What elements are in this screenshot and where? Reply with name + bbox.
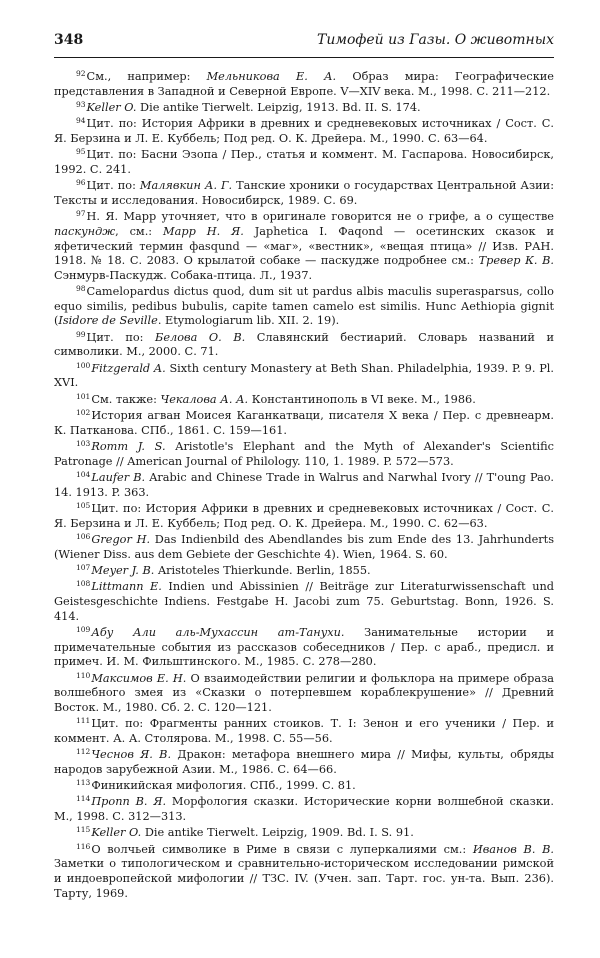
footnote-text: Сэнмурв-Паскудж. Собака-птица. Л., 1937. xyxy=(54,268,313,282)
footnote-number: 104 xyxy=(76,470,91,479)
footnote-text: О взаимодействии религии и фольклора на примере образа волшебного змея из «Сказки о потерпевшем кораблекрушение» // Древний Восток. М., 1980. Сб. 2. С. 120—121. xyxy=(54,671,555,714)
footnote-number: 94 xyxy=(76,116,86,126)
footnote-number: 98 xyxy=(76,284,86,294)
footnote-number: 93 xyxy=(76,99,86,109)
footnote-number: 109 xyxy=(76,624,91,634)
footnote-number: 112 xyxy=(76,747,91,757)
footnote-text: Цит. по: xyxy=(86,330,156,344)
footnote-100 xyxy=(54,362,554,391)
footnote-94 xyxy=(54,117,554,146)
footnote-text: Цит. по: История Африки в древних и средневековых источниках / Сост. С. Я. Берзина и Л. Е. Куббель; Под ред. О. К. Дрейера. М., 1990. С. 62—63. xyxy=(54,501,554,530)
footnote-author: Meyer J. B. xyxy=(91,563,155,577)
footnote-107 xyxy=(54,564,554,579)
footnote-text: , см.: xyxy=(115,224,164,238)
footnote-102 xyxy=(54,409,554,438)
footnote-114 xyxy=(54,795,554,824)
page-header xyxy=(54,32,554,54)
footnote-author: Romm J. S. xyxy=(91,440,166,454)
footnote-112 xyxy=(54,748,554,777)
footnote-95 xyxy=(54,148,554,177)
footnote-author: Laufer B. xyxy=(91,471,146,484)
footnote-text: Die antike Tierwelt. Leipzig, 1909. Bd. I. S. 91. xyxy=(141,826,414,840)
footnote-text: Die antike Tierwelt. Leipzig, 1913. Bd. II. S. 174. xyxy=(136,100,421,114)
footnote-103 xyxy=(54,440,554,469)
footnote-number: 113 xyxy=(76,778,91,788)
footnote-text: Цит. по: Фрагменты ранних стоиков. Т. I: Зенон и его ученики / Пер. и коммент. А. А. Столярова. М., 1998. С. 55—56. xyxy=(54,717,554,745)
footnote-text: Aristotle's Elephant and the Myth of Alexander's Scientific Patronage // American Journal of Philology. 110, 1. 1989. P. 572—573. xyxy=(54,440,554,468)
footnote-number: 115 xyxy=(76,825,91,835)
footnote-author: Пропп В. Я. xyxy=(91,795,167,809)
footnote-text: Славянский бестиарий. Словарь названий и символики. М., 2000. С. 71. xyxy=(54,330,555,359)
footnote-text: Финикийская мифология. СПб., 1999. С. 81. xyxy=(91,779,356,793)
footnote-text: Морфология сказки. Исторические корни волшебной сказки. М., 1998. С. 312—313. xyxy=(54,795,554,824)
footnote-text: Indien und Abissinien // Beiträge zur Literaturwissenschaft und Geistesgeschichte Indiens. Festgabe H. Jacobi zum 75. Geburtstag. Bonn, 1926. S. 414. xyxy=(54,580,554,623)
footnote-110 xyxy=(54,672,554,716)
footnote-text: Константинополь в VI веке. М., 1986. xyxy=(248,392,476,406)
footnote-text: См. также: xyxy=(91,392,161,406)
running-title: Тимофей из Газы. О животных xyxy=(317,32,554,48)
footnote-text: См., например: xyxy=(86,70,207,83)
footnote-author: Малявкин А. Г. xyxy=(139,179,233,193)
footnote-92 xyxy=(54,70,554,99)
book-page xyxy=(54,32,554,903)
footnote-number: 99 xyxy=(76,329,86,339)
footnote-author: Абу Али аль-Мухассин ат-Танухи. xyxy=(91,625,345,639)
footnote-author: Чекалова А. А. xyxy=(160,392,249,406)
footnote-98 xyxy=(54,285,554,329)
footnote-97 xyxy=(54,210,554,283)
footnote-99 xyxy=(54,331,554,360)
footnote-93 xyxy=(54,101,554,116)
footnote-text: Japhetica I. Фaqond — осетинских сказок и яфетический термин фasqund — «маг», «вестник», «вещая птица» // Изв. РАН. 1918. № 18. С. 2083. О крылатой собаке — паскудже подробнее см.: xyxy=(54,224,554,268)
footnote-number: 111 xyxy=(76,716,91,726)
footnote-number: 116 xyxy=(76,841,91,851)
footnote-number: 106 xyxy=(76,531,91,541)
footnote-number: 97 xyxy=(76,209,86,219)
footnote-number: 101 xyxy=(76,391,91,401)
footnote-text: О волчьей символике в Риме в связи с луперкалиями см.: xyxy=(91,842,473,856)
footnote-author: Тревер К. В. xyxy=(478,254,554,268)
footnote-author: Isidore de Seville xyxy=(58,314,158,328)
footnote-author: Чеснов Я. В. xyxy=(91,748,172,762)
footnote-number: 105 xyxy=(76,500,91,510)
footnote-text: . Etymologiarum lib. XII. 2. 19). xyxy=(157,314,340,328)
footnote-text: Das Indienbild des Abendlandes bis zum Ende des 13. Jahrhunderts (Wiener Diss. aus dem Gebiete der Geschichte 4). Wien, 1964. S. 60. xyxy=(54,532,555,561)
footnotes xyxy=(54,70,554,901)
footnote-number: 103 xyxy=(76,439,91,449)
footnote-105 xyxy=(54,502,554,531)
footnote-author: Максимов Е. Н. xyxy=(91,671,187,685)
footnote-text: Образ мира: Географические представления в Западной и Северной Европе. V—XIV века. М., 1998. С. 211—212. xyxy=(54,70,554,98)
footnote-author: Keller O. xyxy=(86,100,137,114)
footnote-text: Sixth century Monastery at Beth Shan. Philadelphia, 1939. P. 9. Pl. XVI. xyxy=(54,361,554,390)
footnote-113 xyxy=(54,779,554,794)
footnote-author: Иванов В. В. xyxy=(472,842,554,856)
footnote-text: Camelopardus dictus quod, dum sit ut pardus albis maculis superasparsus, collo equo similis, pedibus bubulis, capite tamen camelo est similis. Hunc Aethiopia gignit ( xyxy=(54,285,554,328)
footnote-text: Цит. по: Басни Эзопа / Пер., статья и коммент. М. Гаспарова. Новосибирск, 1992. С. 241. xyxy=(54,148,554,176)
footnote-text: Дракон: метафора внешнего мира // Мифы, культы, обряды народов зарубежной Азии. М., 1986. С. 64—66. xyxy=(54,748,554,776)
footnote-author: Littmann E. xyxy=(91,580,162,594)
footnote-text: Цит. по: xyxy=(86,179,140,193)
footnote-number: 100 xyxy=(76,360,91,370)
footnote-number: 102 xyxy=(76,408,91,418)
footnote-number: 92 xyxy=(76,69,86,78)
footnote-106 xyxy=(54,533,554,562)
footnote-104 xyxy=(54,471,554,500)
footnote-111 xyxy=(54,717,554,746)
footnote-author: Keller O. xyxy=(91,826,142,840)
footnote-108 xyxy=(54,580,554,624)
page-number: 348 xyxy=(54,32,84,48)
footnote-text: Arabic and Chinese Trade in Walrus and Narwhal Ivory // T'oung Pao. 14. 1913. P. 363. xyxy=(54,471,555,499)
footnote-number: 107 xyxy=(76,562,91,572)
footnote-text: Танские хроники о государствах Центральной Азии: Тексты и исследования. Новосибирск, 1989. С. 69. xyxy=(54,179,555,207)
footnote-text: Цит. по: История Африки в древних и средневековых источниках / Сост. С. Я. Берзина и Л. Е. Куббель; Под ред. О. К. Дрейера. М., 1990. С. 63—64. xyxy=(54,117,554,145)
footnote-text: Aristoteles Thierkunde. Berlin, 1855. xyxy=(154,563,371,577)
footnote-116 xyxy=(54,843,554,901)
footnote-115 xyxy=(54,826,554,841)
footnote-text: Заметки о типологическом и сравнительно-историческом исследовании римской и индоевропейской мифологии // ТЗС. IV. (Учен. зап. Тарт. гос. ун-та. Вып. 236). Тарту, 1969. xyxy=(54,857,554,900)
footnote-number: 110 xyxy=(76,670,91,680)
footnote-number: 114 xyxy=(76,794,91,804)
footnote-author: Fitzgerald A. xyxy=(91,361,166,375)
footnote-text: Н. Я. Марр уточняет, что в оригинале говорится не о грифе, а о существе xyxy=(86,210,554,224)
footnote-author: паскундж xyxy=(54,224,116,238)
footnote-author: Белова О. В. xyxy=(155,330,246,344)
footnote-number: 96 xyxy=(76,178,86,188)
footnote-number: 108 xyxy=(76,579,91,589)
footnote-101 xyxy=(54,393,554,408)
footnote-author: Мельникова Е. А. xyxy=(206,70,337,83)
footnote-text: История агван Моисея Каганкатваци, писателя X века / Пер. с древнеарм. К. Патканова. СПб., 1861. С. 159—161. xyxy=(54,409,554,437)
footnote-96 xyxy=(54,179,554,208)
footnote-number: 95 xyxy=(76,147,86,157)
header-rule xyxy=(54,57,554,58)
footnote-109 xyxy=(54,626,554,670)
footnote-text: Занимательные истории и примечательные события из рассказов собеседников / Пер. с араб., предисл. и примеч. И. М. Фильштинского. М., 1985. С. 278—280. xyxy=(54,625,554,669)
footnote-author: Марр Н. Я. xyxy=(163,224,244,238)
footnote-author: Gregor H. xyxy=(91,532,151,546)
